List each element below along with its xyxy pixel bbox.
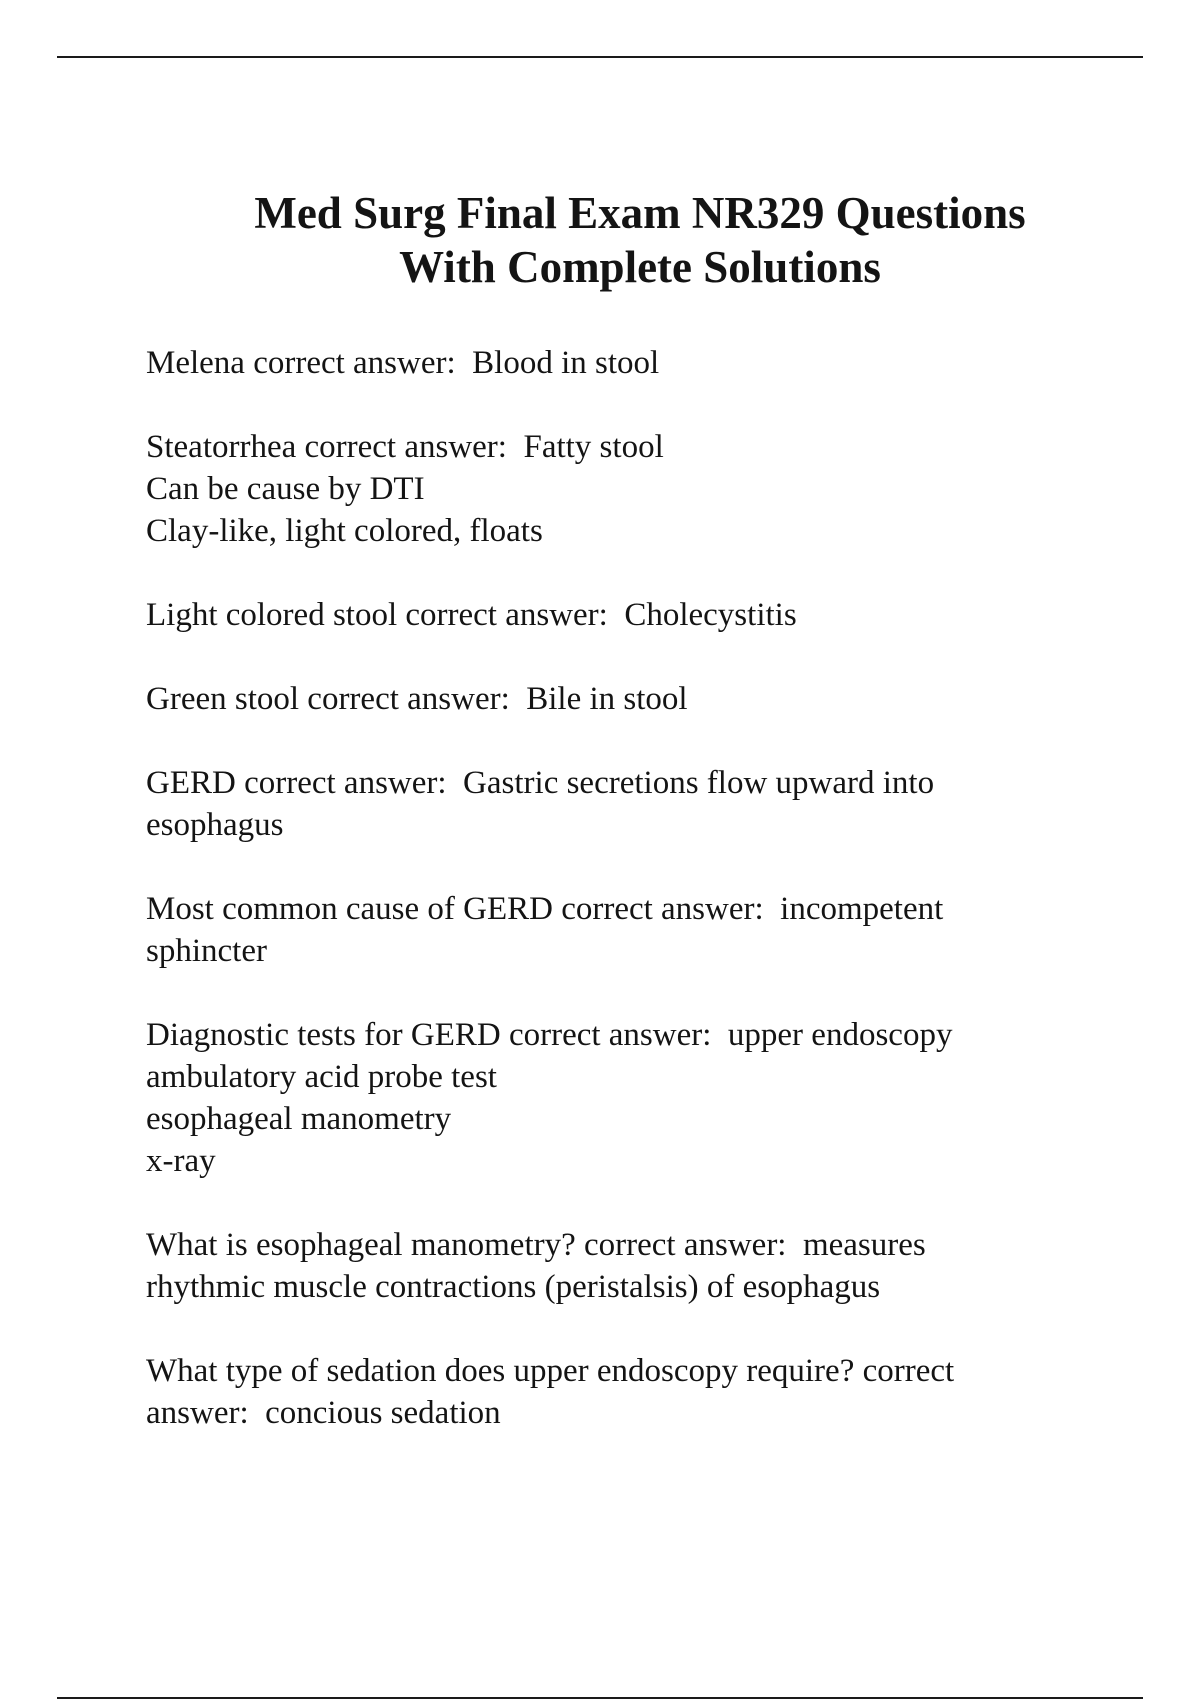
qa-line: answer: concious sedation xyxy=(146,1395,501,1431)
qa-line: Green stool correct answer: Bile in stool xyxy=(146,681,688,717)
qa-entry-gerd xyxy=(146,762,1086,846)
title-line-2: With Complete Solutions xyxy=(399,242,881,292)
page-title xyxy=(67,186,1200,294)
bottom-divider xyxy=(57,1697,1143,1699)
qa-entry-green-stool xyxy=(146,678,1086,720)
qa-entry-manometry xyxy=(146,1224,1086,1308)
qa-line: esophageal manometry xyxy=(146,1101,452,1137)
qa-list xyxy=(146,342,1086,1476)
qa-line: esophagus xyxy=(146,807,284,843)
qa-line: Light colored stool correct answer: Cholecystitis xyxy=(146,597,797,633)
qa-line: What type of sedation does upper endoscopy require? correct xyxy=(146,1353,955,1389)
qa-entry-gerd-diagnostics xyxy=(146,1014,1086,1182)
qa-line: Diagnostic tests for GERD correct answer: upper endoscopy xyxy=(146,1017,953,1053)
top-divider xyxy=(57,56,1143,58)
qa-line: Clay-like, light colored, floats xyxy=(146,513,543,549)
qa-line: x-ray xyxy=(146,1143,216,1179)
title-line-1: Med Surg Final Exam NR329 Questions xyxy=(254,188,1026,238)
qa-line: ambulatory acid probe test xyxy=(146,1059,497,1095)
qa-entry-sedation xyxy=(146,1350,1086,1434)
qa-line: Most common cause of GERD correct answer: incompetent xyxy=(146,891,944,927)
qa-line: Steatorrhea correct answer: Fatty stool xyxy=(146,429,664,465)
qa-line: GERD correct answer: Gastric secretions flow upward into xyxy=(146,765,935,801)
qa-entry-light-colored-stool xyxy=(146,594,1086,636)
qa-entry-steatorrhea xyxy=(146,426,1086,552)
qa-line: Can be cause by DTI xyxy=(146,471,425,507)
qa-line: sphincter xyxy=(146,933,267,969)
qa-entry-melena xyxy=(146,342,1086,384)
qa-line: rhythmic muscle contractions (peristalsis) of esophagus xyxy=(146,1269,881,1305)
qa-entry-gerd-cause xyxy=(146,888,1086,972)
qa-line: What is esophageal manometry? correct answer: measures xyxy=(146,1227,926,1263)
qa-line: Melena correct answer: Blood in stool xyxy=(146,345,660,381)
